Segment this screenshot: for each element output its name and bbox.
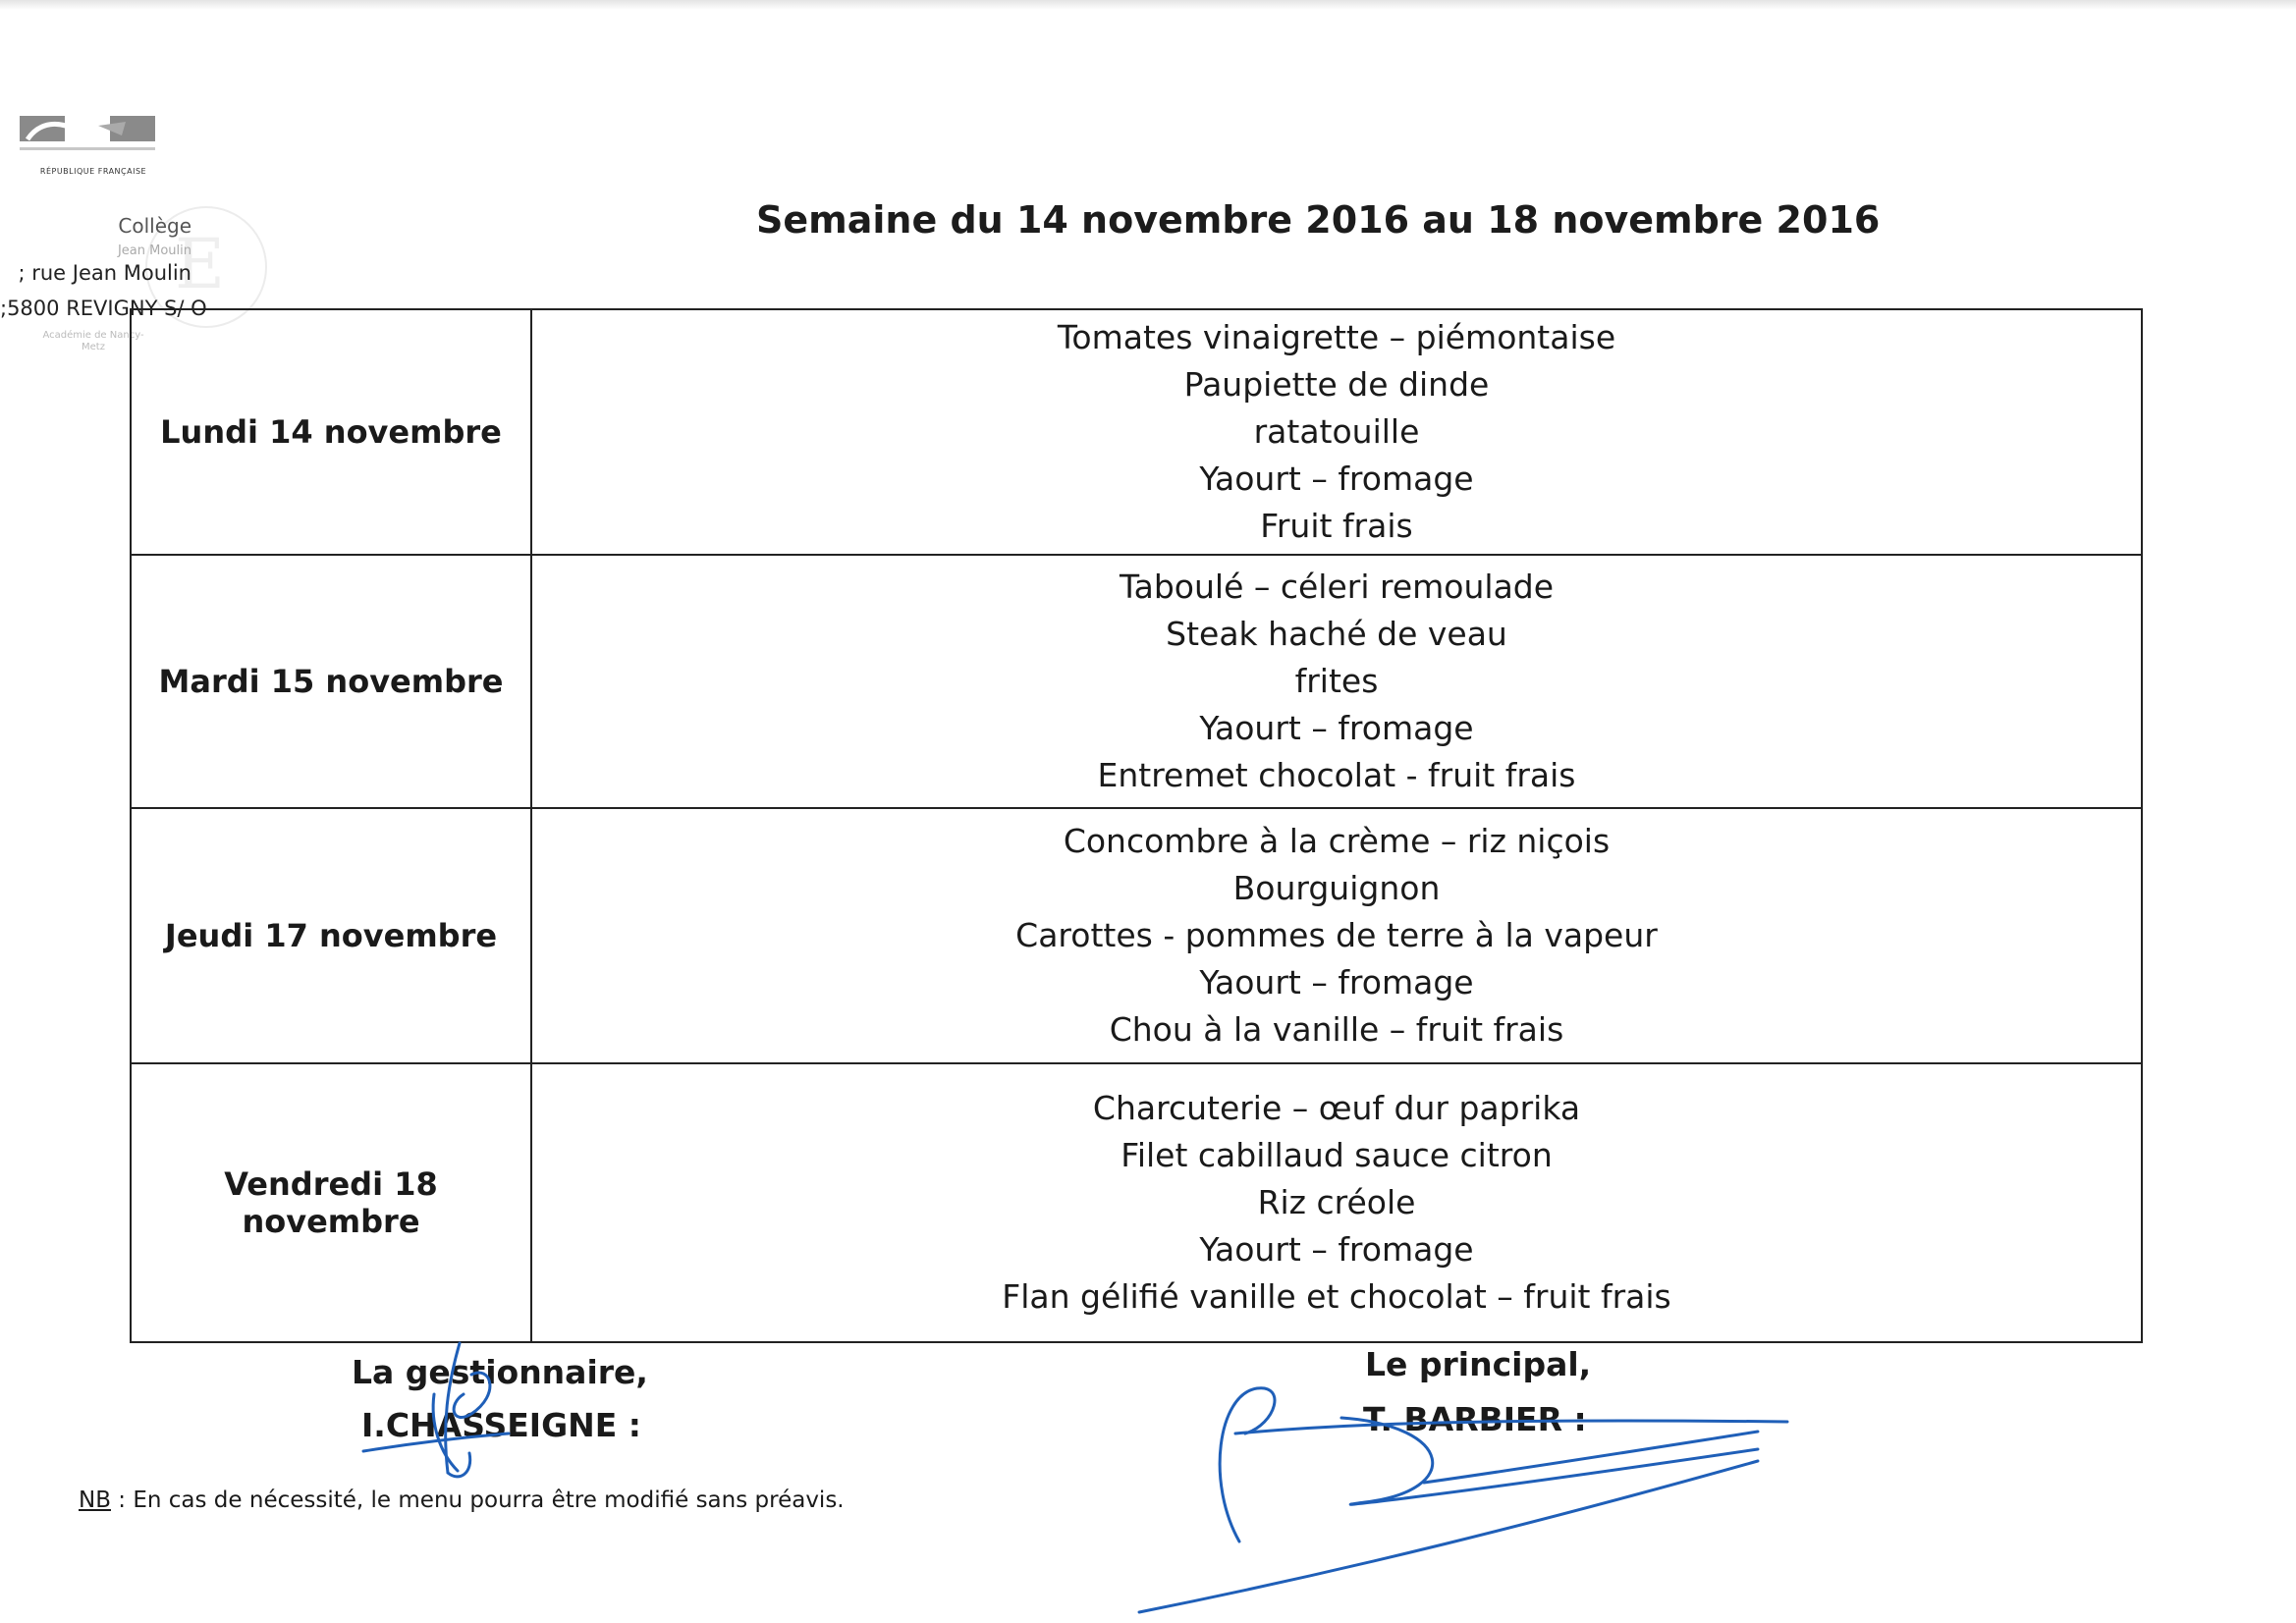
dish-item: Bourguignon <box>1232 869 1441 907</box>
day-cell: Vendredi 18 novembre <box>131 1063 531 1342</box>
table-row <box>131 555 2142 808</box>
school-address-street: ; rue Jean Moulin <box>18 261 191 285</box>
dish-item: Fruit frais <box>1260 507 1413 545</box>
dish-item: Entremet chocolat - fruit frais <box>1097 756 1576 794</box>
dish-item: Steak haché de veau <box>1166 615 1507 653</box>
principal-name: T. BARBIER : <box>1363 1400 1587 1438</box>
dish-item: Carottes - pommes de terre à la vapeur <box>1015 916 1658 954</box>
dishes-cell <box>531 808 2142 1063</box>
nb-note <box>79 1488 845 1513</box>
school-address-city: ;5800 REVIGNY S/ O <box>0 297 207 320</box>
dish-item: Yaourt – fromage <box>1199 963 1474 1001</box>
page-title: Semaine du 14 novembre 2016 au 18 novembre 2016 <box>756 198 1881 242</box>
day-cell: Lundi 14 novembre <box>131 309 531 555</box>
logo-text: RÉPUBLIQUE FRANÇAISE <box>39 167 147 176</box>
scan-edge <box>0 0 2296 10</box>
marianne-logo-icon <box>20 116 167 175</box>
dishes-cell <box>531 309 2142 555</box>
nb-prefix: NB <box>79 1488 111 1513</box>
gestionnaire-title: La gestionnaire, <box>352 1353 648 1391</box>
dish-item: Taboulé – céleri remoulade <box>1119 568 1555 606</box>
gestionnaire-signature <box>354 1335 511 1483</box>
dish-item: Yaourt – fromage <box>1199 1230 1474 1269</box>
dish-item: Chou à la vanille – fruit frais <box>1109 1010 1564 1049</box>
gestionnaire-name: I.CHASSEIGNE : <box>361 1406 641 1444</box>
menu-table <box>130 308 2143 1343</box>
dish-item: Concombre à la crème – riz niçois <box>1063 822 1611 860</box>
table-row <box>131 808 2142 1063</box>
dish-item: Charcuterie – œuf dur paprika <box>1092 1089 1581 1127</box>
dish-item: frites <box>1294 662 1379 700</box>
dish-item: Tomates vinaigrette – piémontaise <box>1057 318 1616 356</box>
stamp-letter: E <box>175 224 226 304</box>
dish-item: ratatouille <box>1253 412 1420 451</box>
dish-item: Flan gélifié vanille et chocolat – fruit frais <box>1002 1277 1671 1316</box>
dish-item: Yaourt – fromage <box>1199 709 1474 747</box>
principal-title: Le principal, <box>1365 1345 1592 1383</box>
day-cell: Mardi 15 novembre <box>131 555 531 808</box>
dish-item: Riz créole <box>1257 1183 1416 1221</box>
dishes-cell <box>531 1063 2142 1342</box>
stamp-academy: Académie de Nancy-Metz <box>42 330 144 352</box>
principal-signature <box>1129 1375 1797 1620</box>
school-subname: Jean Moulin <box>117 243 191 258</box>
dish-item: Paupiette de dinde <box>1183 365 1490 404</box>
day-cell: Jeudi 17 novembre <box>131 808 531 1063</box>
school-name: Collège <box>118 214 191 238</box>
nb-text: : En cas de nécessité, le menu pourra être modifié sans préavis. <box>110 1488 845 1513</box>
dishes-cell <box>531 555 2142 808</box>
dish-item: Filet cabillaud sauce citron <box>1121 1136 1553 1174</box>
table-row <box>131 1063 2142 1342</box>
dish-item: Yaourt – fromage <box>1199 460 1474 498</box>
table-row <box>131 309 2142 555</box>
